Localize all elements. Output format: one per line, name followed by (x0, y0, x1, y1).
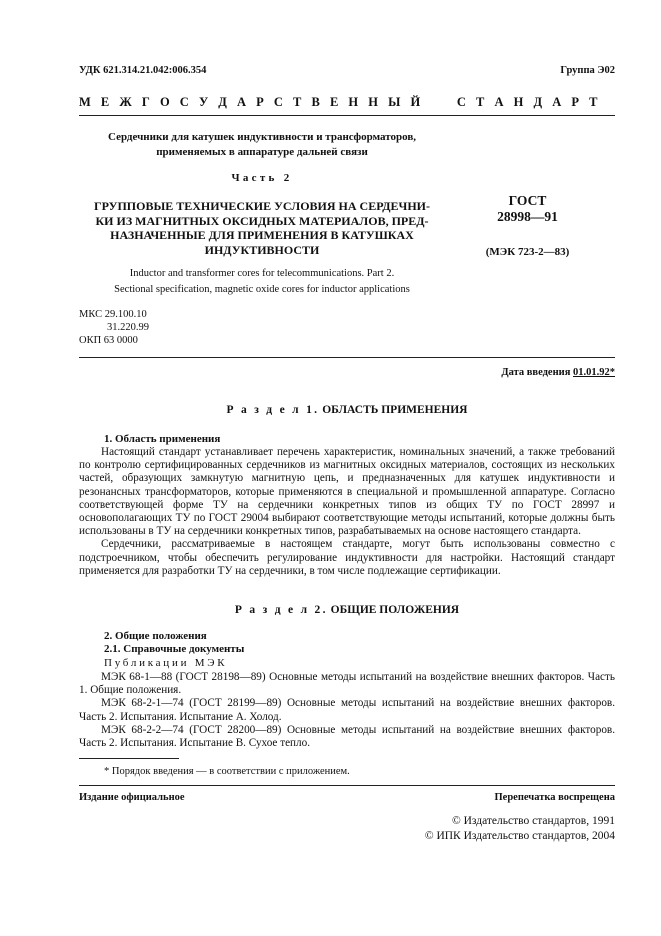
reference-docs-subheading: 2.1. Справочные документы (104, 643, 245, 655)
main-title-line3: НАЗНАЧЕННЫЕ ДЛЯ ПРИМЕНЕНИЯ В КАТУШКАХ (110, 228, 414, 242)
udk-code: УДК 621.314.21.042:006.354 (79, 65, 207, 76)
footer-divider (79, 785, 615, 786)
reprint-notice: Перепечатка воспрещена (494, 792, 615, 803)
intro-date-value: 01.01.92* (573, 367, 615, 378)
gost-designation (465, 193, 590, 225)
section2-prefix: Р а з д е л 2. (234, 604, 328, 616)
part-number: Часть 2 (231, 172, 293, 184)
series-title-line2: применяемых в аппаратуре дальней связи (156, 146, 368, 158)
group-code: Группа Э02 (560, 65, 615, 76)
iec-reference-item: МЭК 68-1—88 (ГОСТ 28198—89) Основные методы испытаний на воздействие внешних факторов. Часть 1. Общие положения. (79, 671, 615, 697)
header-divider (79, 115, 615, 116)
section1-heading (79, 404, 615, 416)
section1-subheading: 1. Область применения (104, 433, 221, 445)
mks-code-1: МКС 29.100.10 (79, 309, 147, 320)
gost-label: ГОСТ (508, 193, 547, 208)
series-title (79, 130, 445, 160)
main-title (79, 199, 445, 257)
official-edition: Издание официальное (79, 792, 185, 803)
copyright-line-1: © Издательство стандартов, 1991 (451, 815, 615, 827)
copyright-line-2: © ИПК Издательство стандартов, 2004 (424, 830, 615, 842)
publications-label: Публикации МЭК (104, 657, 228, 669)
mks-code-2: 31.220.99 (107, 322, 149, 333)
main-title-line1: ГРУППОВЫЕ ТЕХНИЧЕСКИЕ УСЛОВИЯ НА СЕРДЕЧНИ- (93, 199, 431, 213)
series-title-line1: Сердечники для катушек индуктивности и трансформаторов, (107, 131, 417, 143)
standard-type-title: М Е Ж Г О С У Д А Р С Т В Е Н Н Ы Й С Т А Н Д А Р Т (79, 95, 601, 109)
footnote: * Порядок введения — в соответствии с приложением. (104, 766, 350, 777)
copyright-block (425, 814, 615, 844)
english-title (79, 266, 445, 297)
section1-prefix: Р а з д е л 1. (226, 404, 320, 416)
section2-title: ОБЩИЕ ПОЛОЖЕНИЯ (330, 604, 460, 616)
classification-codes (79, 308, 149, 347)
footnote-divider (79, 758, 179, 759)
okp-code: ОКП 63 0000 (79, 335, 138, 346)
gost-number: 28998—91 (497, 209, 558, 224)
iec-reference-item: МЭК 68-2-1—74 (ГОСТ 28199—89) Основные методы испытаний на воздействие внешних факторов. Часть 2. Испытания. Испытание А. Холод. (79, 697, 615, 723)
section1-paragraph-2: Сердечники, рассматриваемые в настоящем стандарте, могут быть использованы совместно с подстроечником, чтобы обеспечить регулирование индуктивности для настройки. Настоящий стандарт применяется для разработки ТУ на сердечники, в том числе подлежащие сертификации. (79, 538, 615, 577)
iec-references-list (79, 671, 615, 750)
iec-reference-item: МЭК 68-2-2—74 (ГОСТ 28200—89) Основные методы испытаний на воздействие внешних факторов. Часть 2. Испытания. Испытание В. Сухое тепло. (79, 723, 615, 750)
codes-divider (79, 357, 615, 358)
english-title-line2: Sectional specification, magnetic oxide cores for inductor applications (114, 283, 410, 295)
english-title-line1: Inductor and transformer cores for telecommunications. Part 2. (129, 268, 395, 279)
section1-title: ОБЛАСТЬ ПРИМЕНЕНИЯ (322, 404, 468, 416)
main-title-line2: КИ ИЗ МАГНИТНЫХ ОКСИДНЫХ МАТЕРИАЛОВ, ПРЕД- (95, 213, 429, 228)
section1-body (79, 446, 615, 578)
intro-date (501, 367, 615, 378)
section2-heading (79, 604, 615, 616)
section1-paragraph-1: Настоящий стандарт устанавливает перечень характеристик, номинальных значений, а также требований по контролю сертифицированных сердечников из магнитных оксидных материалов, состоящих из нескольких частей, образующих замкнутую магнитную цепь, и предназначенных для катушек индуктивности и резонансных трансформаторов, которые применяются в специальной и промышленной аппаратуре. Согласно соответствующей форме ТУ на сердечники конкретных типов из общих ТУ по ГОСТ 28997 и основополагающих ТУ по ГОСТ 29004 выбирают соответствующие методы испытаний, которые должны быть использованы в ТУ на сердечники конкретных типов, разрабатываемых на основе настоящего стандарта. (79, 446, 615, 538)
main-title-line4: ИНДУКТИВНОСТИ (204, 242, 320, 257)
iec-reference: (МЭК 723-2—83) (485, 246, 570, 258)
section2-subheading: 2. Общие положения (104, 630, 207, 642)
intro-date-label: Дата введения (501, 367, 571, 378)
